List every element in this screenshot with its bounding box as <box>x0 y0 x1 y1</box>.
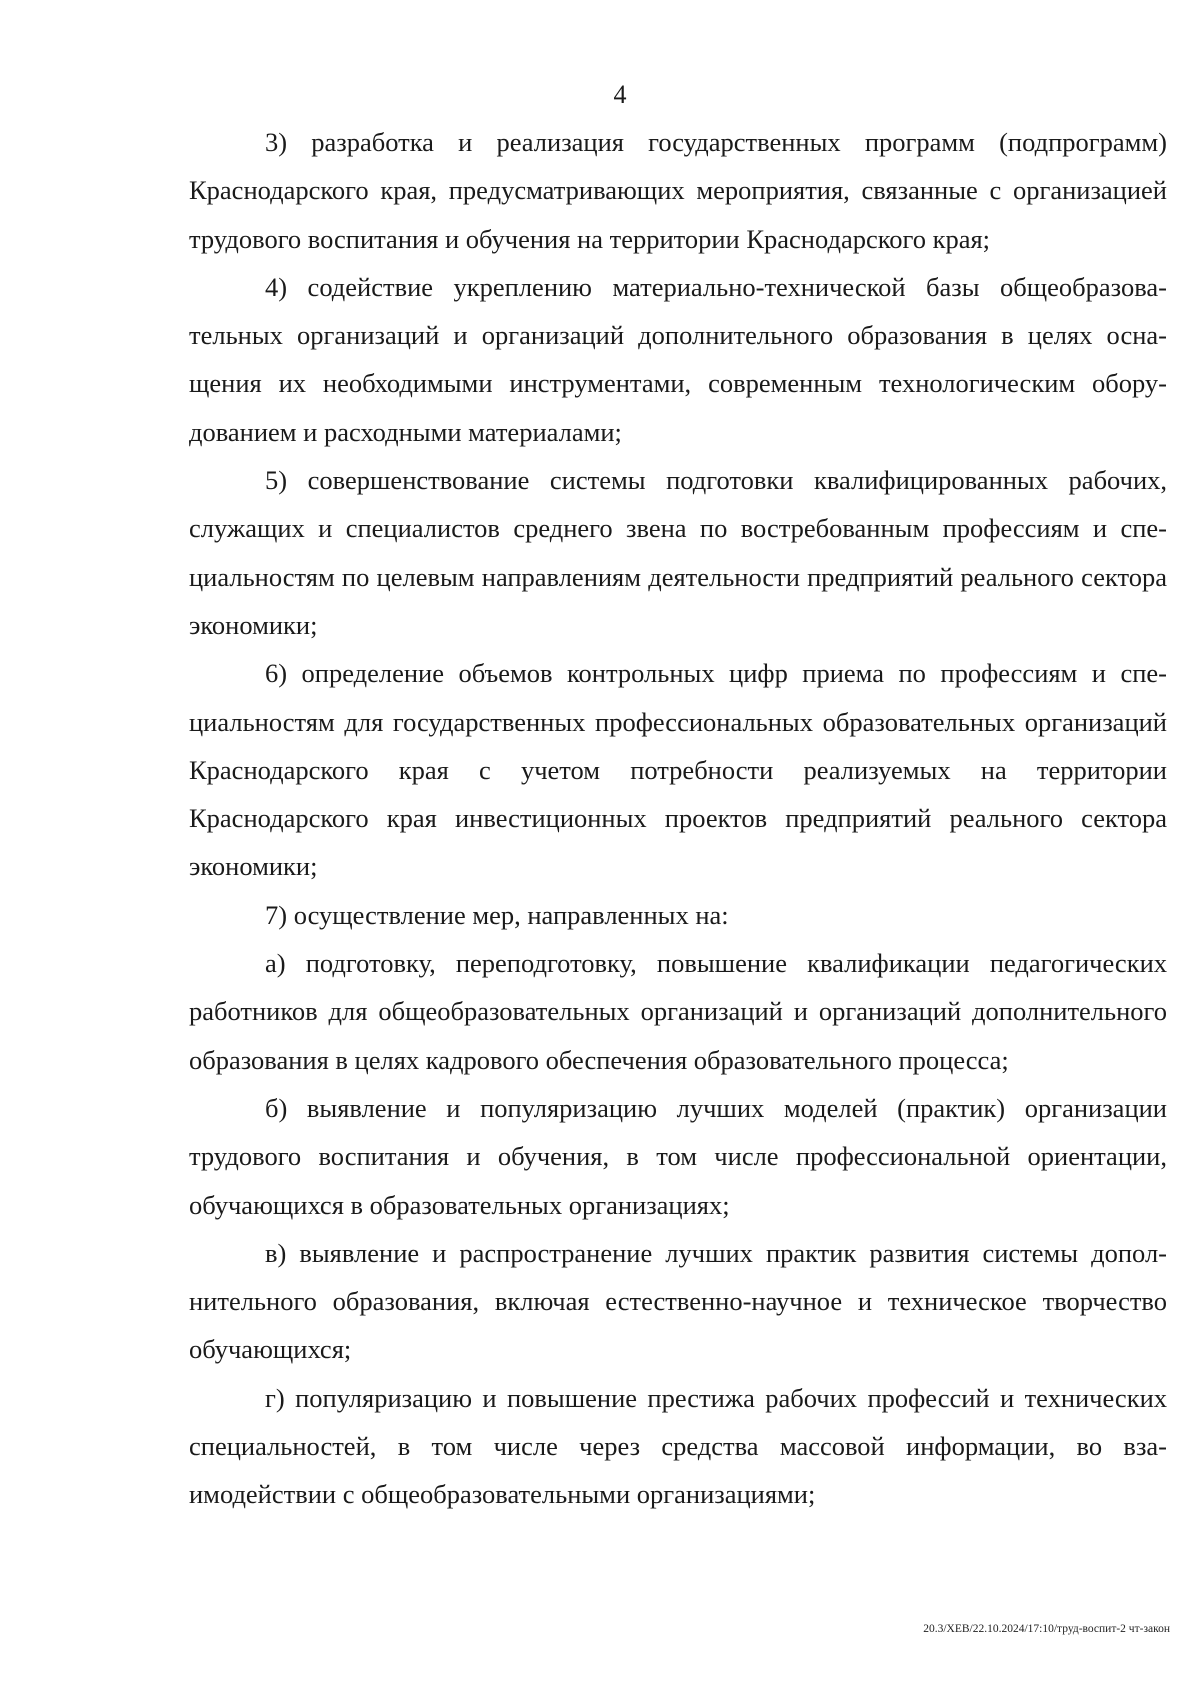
paragraph-item-5: 5) совершенствование системы подготовки квалифицированных рабочих, служащих и специалистов среднего звена по востребованным профессиям и специальностям по целевым направлениям деятельности предприятий реального сектора экономики; <box>189 465 1167 640</box>
document-footer-code: 20.3/ХЕВ/22.10.2024/17:10/труд-воспит-2 чт-закон <box>923 1623 1170 1635</box>
paragraph-item-3: 3) разработка и реализация государственных программ (подпрограмм) Краснодарского края, предусматривающих мероприятия, связанные с организацией трудового воспитания и обучения на территории Краснодарского края; <box>189 127 1167 254</box>
paragraph-subitem-a: а) подготовку, переподготовку, повышение квалификации педагогических работников для общеобразовательных организаций и организаций дополнительного образования в целях кадрового обеспечения образовательного процесса; <box>189 948 1167 1075</box>
paragraph-subitem-g: г) популяризацию и повышение престижа рабочих профессий и технических специальностей, в том числе через средства массовой информации, во взаимодействии с общеобразовательными организациями; <box>189 1382 1167 1510</box>
document-body <box>189 118 1167 1519</box>
paragraph-item-4: 4) содействие укреплению материально-технической базы общеобразовательных организаций и организаций дополнительного образования в целях оснащения их необходимыми инструментами, современным технологическим оборудованием и расходными материалами; <box>189 271 1167 447</box>
page-number: 4 <box>613 80 627 109</box>
paragraph-subitem-v: в) выявление и распространение лучших практик развития системы дополнительного образования, включая естественно-научное и техническое творчество обучающихся; <box>189 1237 1167 1365</box>
paragraph-item-7: 7) осуществление мер, направленных на: <box>265 899 729 930</box>
paragraph-item-6: 6) определение объемов контрольных цифр приема по профессиям и специальностям для государственных профессиональных образовательных организаций Краснодарского края с учетом потребности реализуемых на территории Краснодарского края инвестиционных проектов предприятий реального сектора экономики; <box>189 658 1167 882</box>
paragraph-subitem-b: б) выявление и популяризацию лучших моделей (практик) организации трудового воспитания и обучения, в том числе профессиональной ориентации, обучающихся в образовательных организациях; <box>189 1092 1167 1220</box>
